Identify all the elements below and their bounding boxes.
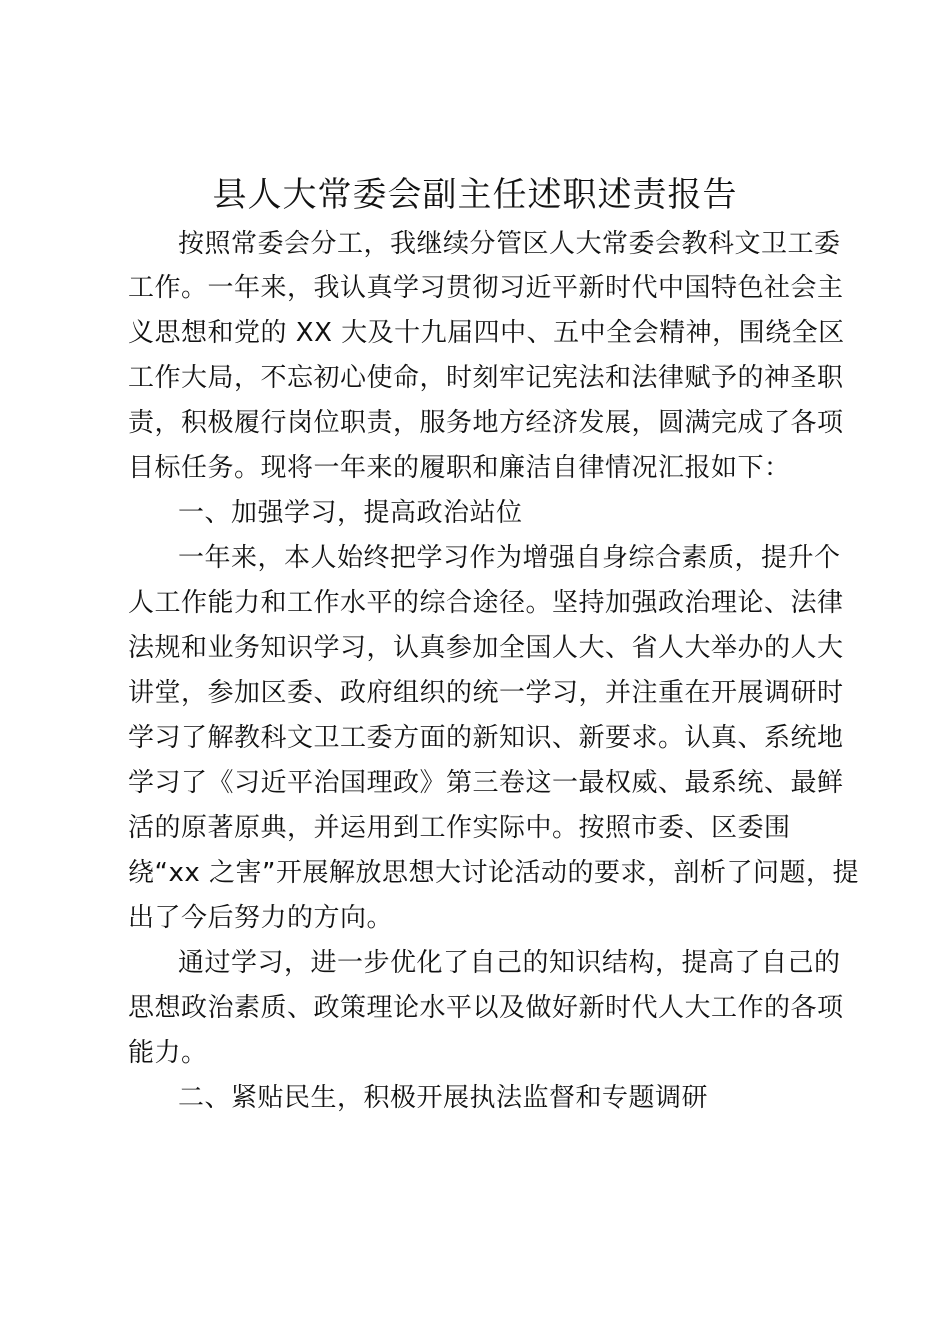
paragraph-line: 通过学习，进一步优化了自己的知识结构，提高了自己的 [178,948,841,978]
paragraph-line: 学习了《习近平治国理政》第三卷这一最权威、最系统、最鲜 [128,768,844,798]
section-heading: 一、加强学习，提高政治站位 [178,498,523,528]
paragraph-line: 目标任务。现将一年来的履职和廉洁自律情况汇报如下： [128,453,791,483]
paragraph-line: 能力。 [128,1038,208,1068]
paragraph-line: 一年来，本人始终把学习作为增强自身综合素质，提升个 [178,543,841,573]
paragraph-line: 活的原著原典，并运用到工作实际中。按照市委、区委围 [128,813,791,843]
paragraph-line: 思想政治素质、政策理论水平以及做好新时代人大工作的各项 [128,993,844,1023]
paragraph-line: 绕“xx 之害”开展解放思想大讨论活动的要求，剖析了问题，提 [128,858,859,888]
document-title: 县人大常委会副主任述职述责报告 [212,175,738,215]
paragraph-line: 工作大局，不忘初心使命，时刻牢记宪法和法律赋予的神圣职 [128,363,844,393]
paragraph-line: 义思想和党的 XX 大及十九届四中、五中全会精神，围绕全区 [128,318,845,348]
paragraph-line: 工作。一年来，我认真学习贯彻习近平新时代中国特色社会主 [128,273,844,303]
paragraph-line: 责，积极履行岗位职责，服务地方经济发展，圆满完成了各项 [128,408,844,438]
paragraph-line: 出了今后努力的方向。 [128,903,394,933]
paragraph-line: 学习了解教科文卫工委方面的新知识、新要求。认真、系统地 [128,723,844,753]
paragraph-line: 讲堂，参加区委、政府组织的统一学习，并注重在开展调研时 [128,678,844,708]
paragraph-line: 人工作能力和工作水平的综合途径。坚持加强政治理论、法律 [128,588,844,618]
paragraph-line: 法规和业务知识学习，认真参加全国人大、省人大举办的人大 [128,633,844,663]
section-heading: 二、紧贴民生，积极开展执法监督和专题调研 [178,1083,709,1113]
paragraph-line: 按照常委会分工，我继续分管区人大常委会教科文卫工委 [178,229,841,259]
